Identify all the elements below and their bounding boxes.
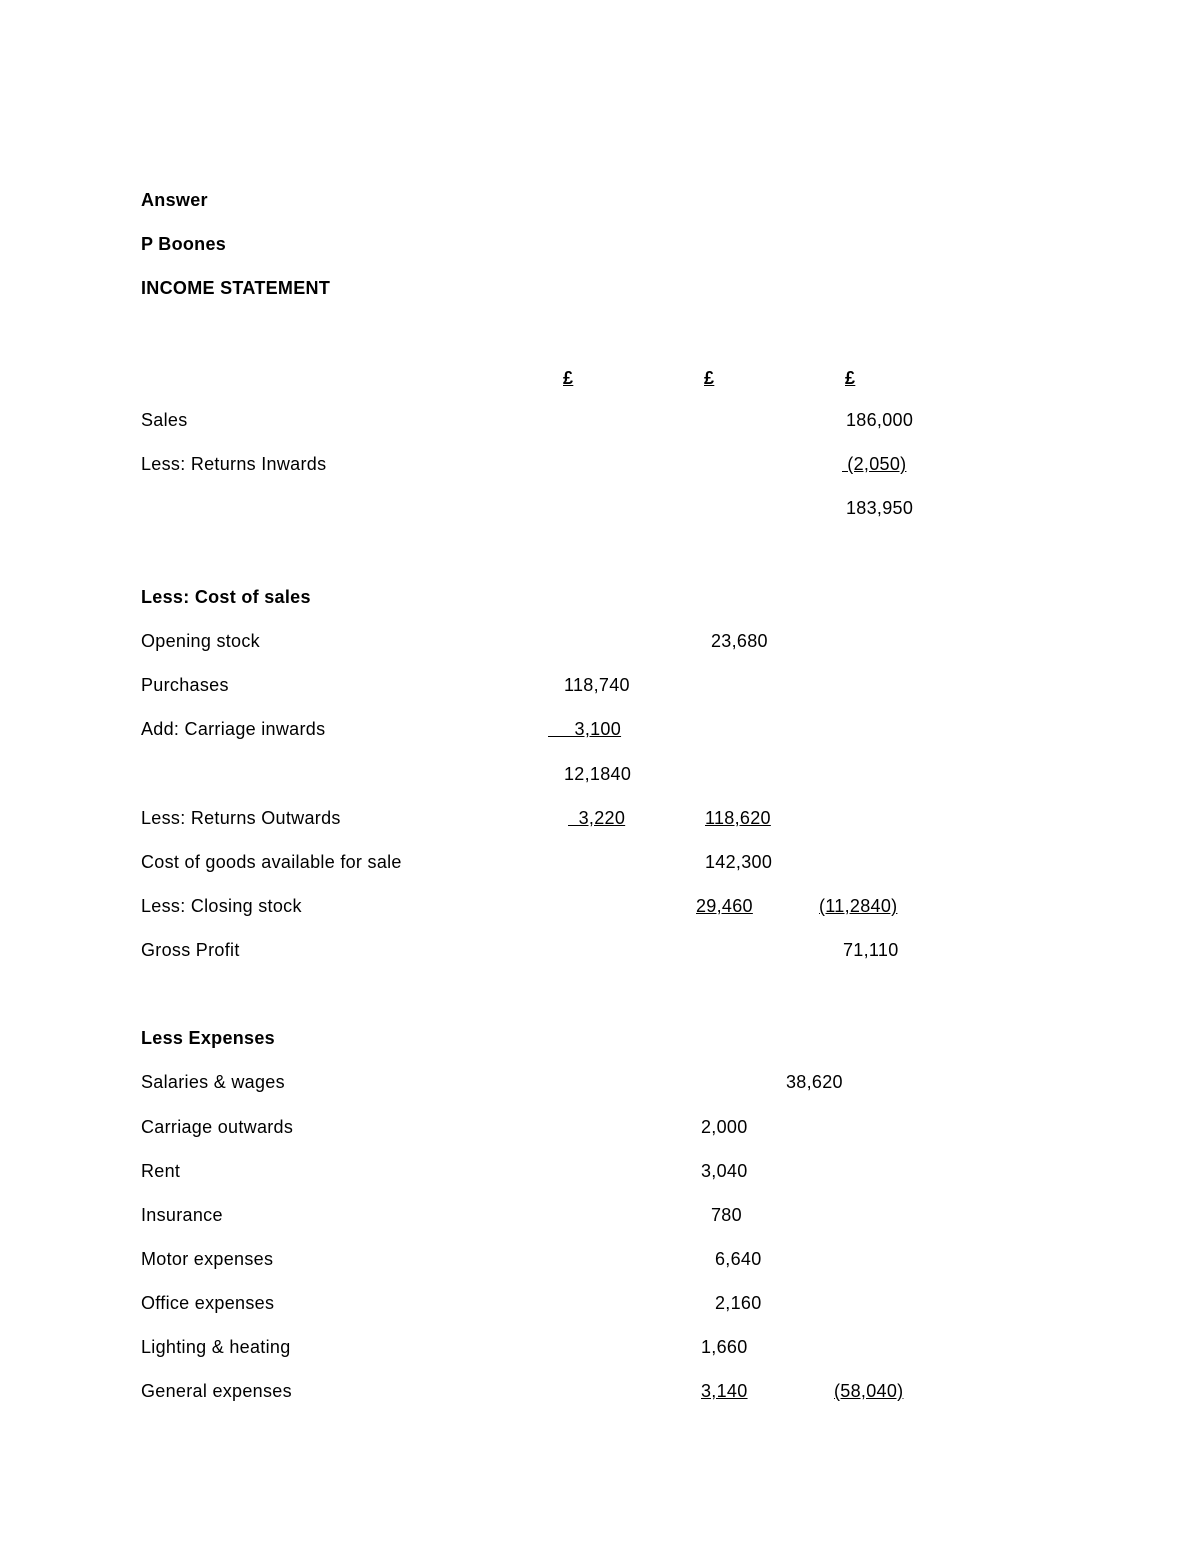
expense-item-value: 3,040 (701, 1161, 748, 1181)
goods-available-label: Cost of goods available for sale (141, 852, 402, 872)
expense-item-label: Lighting & heating (141, 1337, 291, 1357)
net-sales-value: 183,950 (846, 498, 914, 518)
returns-outwards-label: Less: Returns Outwards (141, 808, 341, 828)
purchases-label: Purchases (141, 675, 229, 695)
expense-item-value: 3,140 (701, 1381, 748, 1401)
expense-item-value: 2,000 (701, 1117, 748, 1137)
expense-item-value: 1,660 (701, 1337, 748, 1357)
closing-stock-label: Less: Closing stock (141, 896, 302, 916)
expense-item-value: 780 (711, 1205, 742, 1225)
returns-outwards-value: 3,220 (568, 808, 626, 828)
carriage-inwards-label: Add: Carriage inwards (141, 719, 326, 739)
expense-item-label: Motor expenses (141, 1249, 274, 1269)
cost-of-sales-heading: Less: Cost of sales (141, 587, 311, 607)
gross-profit-label: Gross Profit (141, 940, 240, 960)
expenses-total-value: (58,040) (834, 1381, 904, 1401)
sales-label: Sales (141, 410, 188, 430)
opening-stock-label: Opening stock (141, 631, 260, 651)
currency-header-col3: £ (845, 368, 856, 388)
goods-available-value: 142,300 (705, 852, 773, 872)
statement-title: INCOME STATEMENT (141, 278, 331, 298)
currency-header-col2: £ (704, 368, 715, 388)
cost-of-sales-total-value: (11,2840) (819, 896, 898, 916)
expense-item-value: 38,620 (786, 1072, 843, 1092)
expense-item-label: Carriage outwards (141, 1117, 294, 1137)
purchases-subtotal-value: 12,1840 (564, 764, 632, 784)
answer-heading: Answer (141, 190, 208, 210)
sales-value: 186,000 (846, 410, 914, 430)
net-purchases-value: 118,620 (705, 808, 771, 828)
expense-item-label: Rent (141, 1161, 181, 1181)
closing-stock-value: 29,460 (696, 896, 753, 916)
expense-item-label: Insurance (141, 1205, 223, 1225)
expense-item-value: 2,160 (715, 1293, 762, 1313)
expense-item-label: Salaries & wages (141, 1072, 285, 1092)
currency-header-col1: £ (563, 368, 574, 388)
expense-item-label: General expenses (141, 1381, 292, 1401)
carriage-inwards-value: 3,100 (548, 719, 622, 739)
expense-item-label: Office expenses (141, 1293, 275, 1313)
opening-stock-value: 23,680 (711, 631, 768, 651)
expenses-heading: Less Expenses (141, 1028, 275, 1048)
expense-item-value: 6,640 (715, 1249, 762, 1269)
purchases-value: 118,740 (564, 675, 630, 695)
gross-profit-value: 71,110 (843, 940, 899, 960)
returns-inwards-label: Less: Returns Inwards (141, 454, 327, 474)
company-name: P Boones (141, 234, 227, 254)
returns-inwards-value: (2,050) (842, 454, 907, 474)
